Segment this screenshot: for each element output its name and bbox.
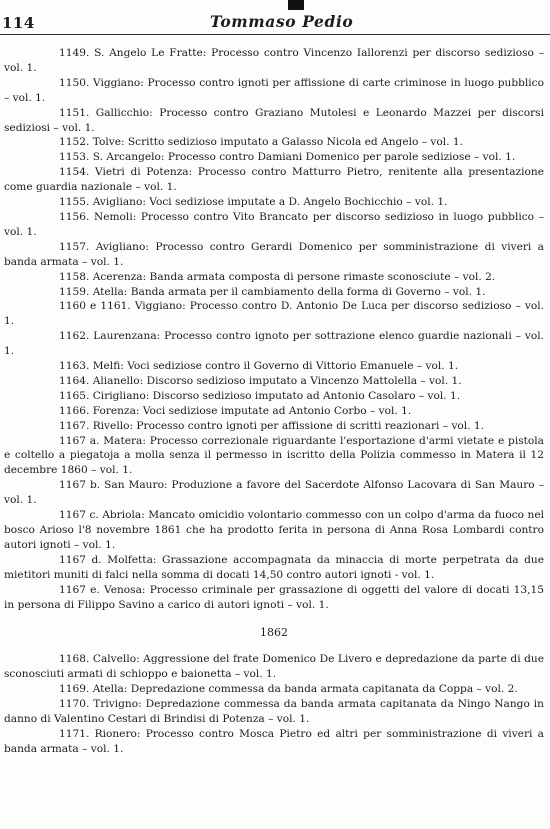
entry-1170: 1170. Trivigno: Depredazione commessa da banda armata capitanata da Ningo Nango in danno di Valentino Cestari di Brindisi di Potenza – vol. 1.: [4, 698, 544, 725]
entry-1167e: 1167 e. Venosa: Processo criminale per grassazione di oggetti del valore di docati 13,15 in persona di Filippo Savino a carico di autori ignoti – vol. 1.: [4, 583, 544, 611]
entry-1149: 1149. S. Angelo Le Fratte: Processo contro Vincenzo Iallorenzi per discorso sedizioso – vol. 1.: [4, 47, 544, 74]
entry-1160-1161: 1160 e 1161. Viggiano: Processo contro D. Antonio De Luca per discorso sedizioso – vol. 1.: [4, 300, 544, 328]
entry-1151: 1151. Gallicchio: Processo contro Graziano Mutolesi e Leonardo Mazzei per discorsi sediziosi – vol. 1.: [4, 106, 544, 134]
entry-1159: 1159. Atella: Banda armata per il cambiamento della forma di Governo – vol. 1.: [59, 285, 486, 298]
entries-list: [4, 46, 544, 757]
entry-1158: 1158. Acerenza: Banda armata composta di persone rimaste sconosciute – vol. 2.: [59, 270, 496, 283]
entry-1164: 1164. Alianello: Discorso sedizioso imputato a Vincenzo Mattolella – vol. 1.: [59, 374, 462, 387]
entry-1167d: 1167 d. Molfetta: Grassazione accompagnata da minaccia di morte perpetrata da due mietitori muniti di falci nella somma di docati 14,50 contro autori ignoti - vol. 1.: [4, 553, 544, 581]
entry-1153: 1153. S. Arcangelo: Processo contro Damiani Domenico per parole sediziose – vol. 1.: [59, 151, 516, 164]
entry-1169: 1169. Atella: Depredazione commessa da banda armata capitanata da Coppa – vol. 2.: [59, 683, 518, 696]
entry-1167b: 1167 b. San Mauro: Produzione a favore del Sacerdote Alfonso Lacovara di San Mauro – vol. 1.: [4, 479, 544, 507]
entry-1156: 1156. Nemoli: Processo contro Vito Brancato per discorso sedizioso in luogo pubblico – vol. 1.: [4, 210, 544, 238]
entry-1165: 1165. Cirigliano: Discorso sedizioso imputato ad Antonio Casolaro – vol. 1.: [59, 389, 461, 402]
entry-1155: 1155. Avigliano: Voci sediziose imputate a D. Angelo Bochicchio – vol. 1.: [59, 196, 448, 209]
page-number: 114: [2, 14, 35, 32]
entry-1167: 1167. Rivello: Processo contro ignoti per affissione di scritti reazionari – vol. 1.: [59, 419, 485, 432]
entry-1166: 1166. Forenza: Voci sediziose imputate ad Antonio Corbo – vol. 1.: [59, 404, 412, 417]
page-header: [0, 0, 550, 40]
entry-1152: 1152. Tolve: Scritto sedizioso imputato a Galasso Nicola ed Angelo – vol. 1.: [59, 136, 463, 149]
running-title: Tommaso Pedio: [210, 12, 354, 31]
entry-1171: 1171. Rionero: Processo contro Mosca Pietro ed altri per somministrazione di viveri a banda armata – vol. 1.: [4, 727, 544, 755]
entry-1163: 1163. Melfi: Voci sediziose contro il Governo di Vittorio Emanuele – vol. 1.: [59, 360, 459, 373]
entry-1167a: 1167 a. Matera: Processo correzionale riguardante l'esportazione d'armi vietate e pistola e coltello a piegatoja a molla senza il permesso in iscritto della Polizia commesso in Matera il 12 decembre 1860 – vol. 1.: [4, 434, 544, 477]
entry-1150: 1150. Viggiano: Processo contro ignoti per affissione di carte criminose in luogo pubblico – vol. 1.: [4, 76, 544, 104]
entry-1168: 1168. Calvello: Aggressione del frate Domenico De Livero e depredazione da parte di due sconosciuti armati di schioppo e baionetta – vol. 1.: [4, 653, 544, 681]
header-rule: [0, 34, 550, 35]
entry-1162: 1162. Laurenzana: Processo contro ignoto per sottrazione elenco guardie nazionali – vol. 1.: [4, 330, 544, 358]
year-heading: 1862: [260, 626, 288, 640]
entry-1154: 1154. Vietri di Potenza: Processo contro Matturro Pietro, renitente alla presentazione come guardia nazionale – vol. 1.: [4, 166, 544, 194]
entry-1157: 1157. Avigliano: Processo contro Gerardi Domenico per somministrazione di viveri a banda armata – vol. 1.: [4, 240, 544, 268]
ink-mark: [288, 0, 304, 10]
entry-1167c: 1167 c. Abriola: Mancato omicidio volontario commesso con un colpo d'arma da fuoco nel bosco Arioso l'8 novembre 1861 che ha prodotto ferita in persona di Anna Rosa Lombardi contro autori ignoti – vol. 1.: [4, 509, 544, 551]
